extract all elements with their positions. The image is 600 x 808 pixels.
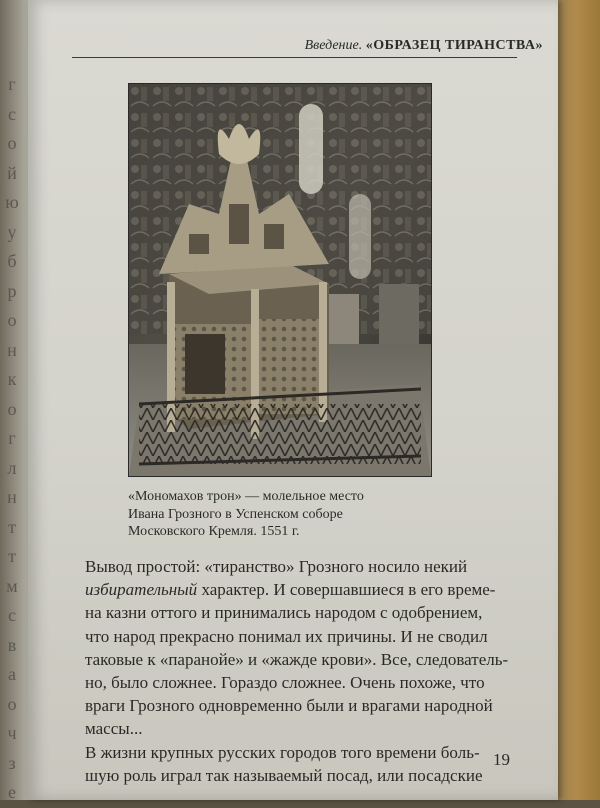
margin-letter: г (8, 428, 16, 448)
header-title: «ОБРАЗЕЦ ТИРАНСТВА» (365, 38, 543, 53)
throne-photo-image (129, 84, 431, 476)
text-line: Вывод простой: «тиранство» Грозного носило некий (85, 557, 468, 576)
text-line: массы... (85, 719, 143, 739)
margin-letter: ю (5, 192, 19, 212)
margin-letter: р (7, 280, 17, 301)
text-line: В жизни крупных русских городов того времени боль- (85, 742, 480, 762)
text-line (85, 578, 530, 601)
emphasis-word: избирательный (85, 580, 198, 600)
header-section: Введение. (304, 38, 363, 53)
text-line: что народ прекрасно понимал их причины. И не сводил (85, 626, 488, 646)
caption-line: Московского Кремля. 1551 г. (128, 524, 300, 539)
text-line: шую роль играл так называемый посад, или посадские (85, 765, 483, 785)
text-fragment: характер. И совершавшиеся в его време- (197, 580, 496, 600)
throne-photo (128, 83, 432, 477)
margin-letter: м (6, 575, 18, 596)
margin-letter: б (7, 251, 17, 271)
running-header (173, 38, 543, 54)
margin-letter: в (7, 634, 17, 655)
photo-caption (128, 488, 448, 541)
margin-letter: н (7, 487, 17, 507)
margin-letter: о (7, 398, 17, 419)
margin-letter: г (8, 74, 16, 94)
text-line: враги Грозного одновременно были и врагами народной (85, 696, 493, 716)
margin-letter: о (7, 133, 17, 153)
margin-letter: о (7, 310, 17, 330)
page-number: 19 (493, 750, 510, 769)
text-line: но, было сложнее. Гораздо сложнее. Очень похоже, что (85, 673, 485, 693)
margin-letter: ч (7, 723, 17, 743)
caption-line: «Мономахов трон» — молельное место (128, 489, 364, 504)
margin-letter: т (8, 516, 16, 537)
margin-letter: к (7, 369, 17, 389)
margin-letter: у (7, 221, 17, 242)
margin-letter: е (8, 782, 16, 802)
margin-letter: а (8, 664, 16, 684)
margin-letter: с (8, 103, 16, 124)
margin-letter: т (8, 546, 16, 566)
margin-letter: о (7, 693, 17, 714)
caption-line: Ивана Грозного в Успенском соборе (128, 506, 343, 522)
margin-letter: й (7, 162, 17, 183)
margin-letter: н (7, 339, 17, 360)
margin-letter: л (7, 457, 17, 478)
margin-letter: с (8, 605, 16, 625)
text-line: на казни оттого и принимались народом с одобрением, (85, 603, 483, 623)
body-text (85, 555, 530, 787)
text-line: таковые к «паранойе» и «жажде крови». Все, следователь- (85, 649, 509, 669)
margin-letter: з (8, 752, 16, 773)
previous-page-letters (4, 70, 20, 808)
header-rule (72, 57, 517, 58)
